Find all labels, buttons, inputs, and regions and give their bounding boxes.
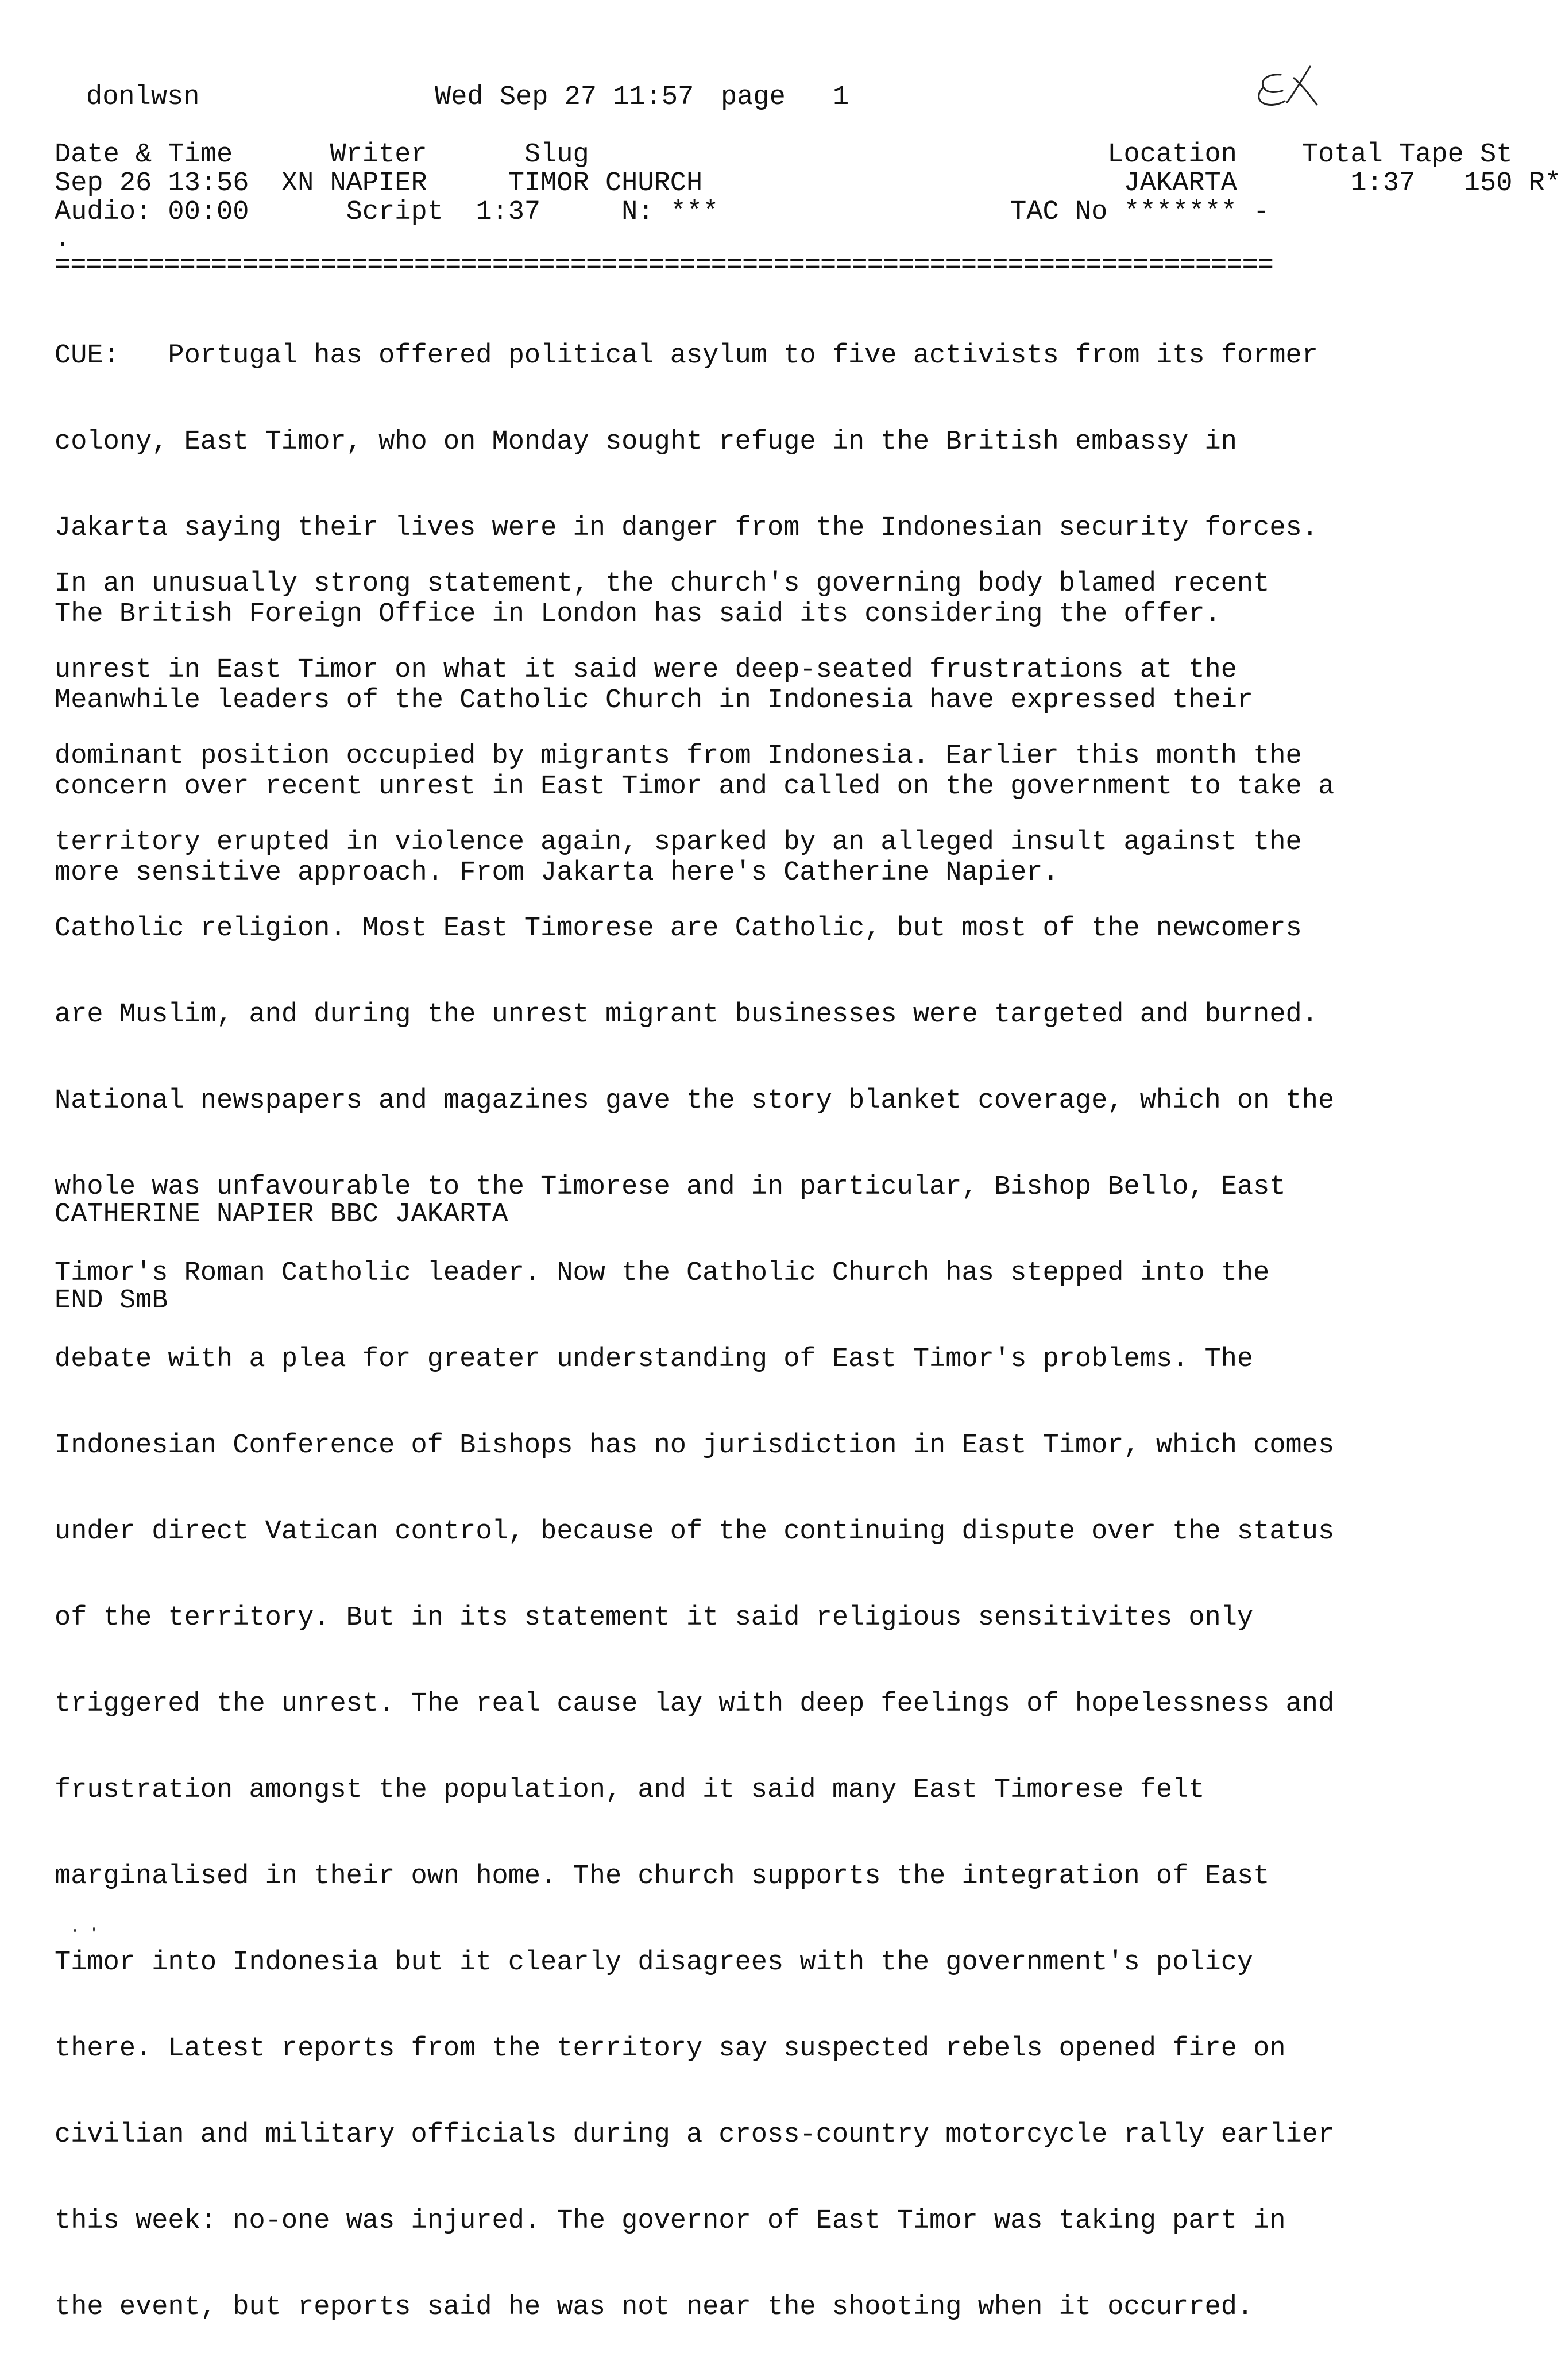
story-line: the event, but reports said he was not near the shooting when it occurred. — [55, 2292, 1254, 2323]
marker-dot-row: . — [55, 224, 71, 254]
page-number: 1 — [833, 82, 849, 113]
story-line: there. Latest reports from the territory say suspected rebels opened fire on — [55, 2034, 1286, 2064]
cue-line: colony, East Timor, who on Monday sought refuge in the British embassy in — [55, 427, 1237, 457]
story-line: debate with a plea for greater understanding of East Timor's problems. The — [55, 1344, 1254, 1375]
signoff-block — [55, 1143, 1335, 1373]
separator-rule: ============================================================================== — [55, 250, 1273, 281]
story-block — [55, 512, 1335, 2379]
field-values-row: Sep 26 13:56 XN NAPIER TIMOR CHURCH JAKARTA 1:37 150 R* — [55, 168, 1561, 199]
story-line: of the territory. But in its statement it said religious sensitivites only — [55, 1603, 1254, 1633]
print-datetime: Wed Sep 27 11:57 — [435, 82, 694, 113]
story-line: National newspapers and magazines gave the story blanket coverage, which on the — [55, 1086, 1335, 1116]
story-line: Timor's Roman Catholic leader. Now the Catholic Church has stepped into the — [55, 1258, 1270, 1289]
system-id: donlwsn — [86, 82, 200, 113]
handwritten-ex-mark — [1249, 62, 1330, 114]
story-line: triggered the unrest. The real cause lay with deep feelings of hopelessness and — [55, 1689, 1335, 1719]
field-headings-row: Date & Time Writer Slug Location Total Tape St — [55, 140, 1513, 170]
story-line: territory erupted in violence again, sparked by an alleged insult against the — [55, 827, 1302, 858]
cue-line: more sensitive approach. From Jakarta here's Catherine Napier. — [55, 858, 1059, 888]
story-line: dominant position occupied by migrants from Indonesia. Earlier this month the — [55, 741, 1302, 772]
reporter-signoff: CATHERINE NAPIER BBC JAKARTA — [55, 1199, 508, 1230]
story-line: this week: no-one was injured. The governor of East Timor was taking part in — [55, 2206, 1286, 2236]
cue-line: The British Foreign Office in London has said its considering the offer. — [55, 599, 1221, 630]
story-line: Timor into Indonesia but it clearly disagrees with the government's policy — [55, 1947, 1254, 1978]
cue-line: Jakarta saying their lives were in danger from the Indonesian security forces. — [55, 513, 1318, 543]
end-marker: END SmB — [55, 1286, 168, 1316]
story-line: are Muslim, and during the unrest migrant businesses were targeted and burned. — [55, 1000, 1318, 1030]
story-line: In an unusually strong statement, the church's governing body blamed recent — [55, 569, 1270, 599]
story-line: under direct Vatican control, because of the continuing dispute over the status — [55, 1517, 1335, 1547]
scan-speck — [74, 1929, 76, 1932]
story-line: Indonesian Conference of Bishops has no jurisdiction in East Timor, which comes — [55, 1430, 1335, 1461]
story-line: Catholic religion. Most East Timorese are Catholic, but most of the newcomers — [55, 913, 1302, 944]
story-line: civilian and military officials during a cross-country motorcycle rally earlier — [55, 2120, 1335, 2150]
audio-script-row: Audio: 00:00 Script 1:37 N: *** TAC No ******* - — [55, 197, 1270, 227]
story-line: marginalised in their own home. The church supports the integration of East — [55, 1861, 1270, 1892]
story-line: frustration amongst the population, and it said many East Timorese felt — [55, 1775, 1205, 1806]
page-label: page — [721, 82, 786, 113]
cue-line: concern over recent unrest in East Timor and called on the government to take a — [55, 772, 1335, 802]
cue-line: CUE: Portugal has offered political asylum to five activists from its former — [55, 341, 1318, 371]
story-line: whole was unfavourable to the Timorese and in particular, Bishop Bello, East — [55, 1172, 1286, 1202]
cue-line: Meanwhile leaders of the Catholic Church in Indonesia have expressed their — [55, 685, 1254, 716]
story-line: unrest in East Timor on what it said were deep-seated frustrations at the — [55, 655, 1237, 685]
scan-speck — [93, 1927, 95, 1932]
